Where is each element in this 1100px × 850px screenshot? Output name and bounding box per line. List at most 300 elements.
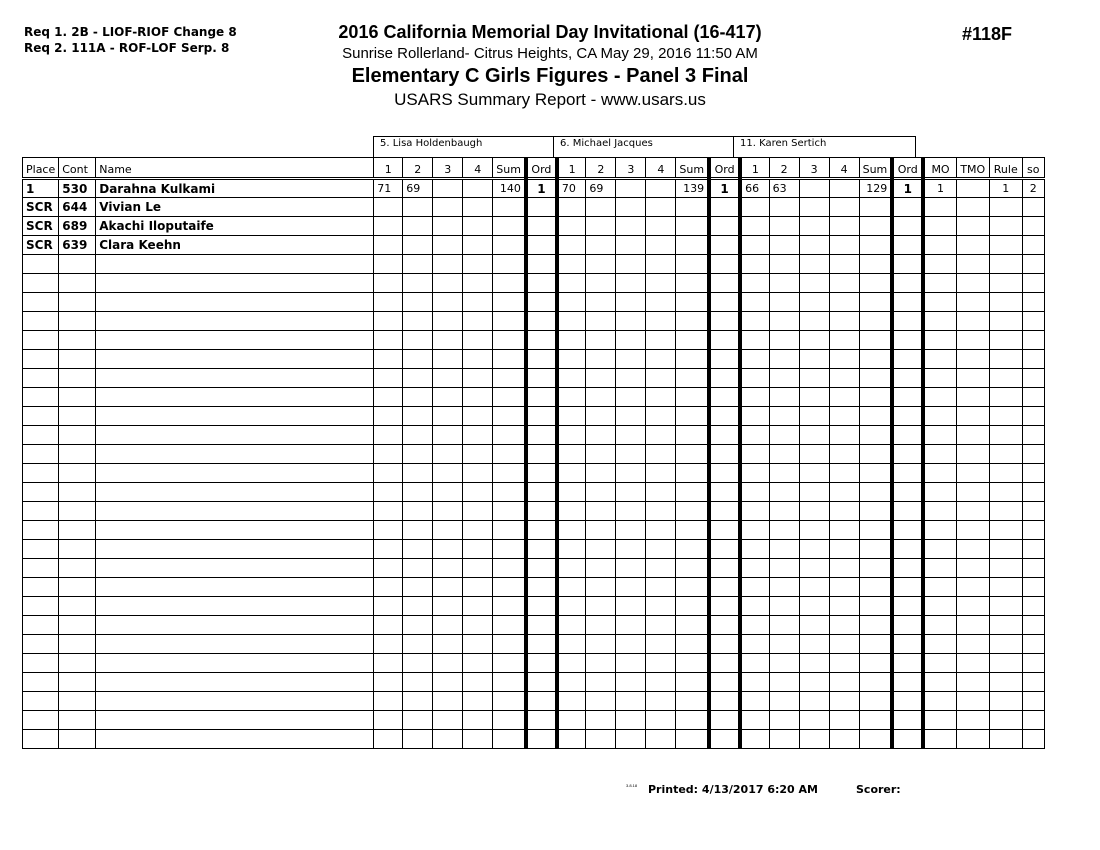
ordinal-cell [892,464,923,483]
score-cell [829,312,859,331]
score-cell [740,483,769,502]
score-cell [799,198,829,217]
mo-cell [923,559,956,578]
sum-cell [859,217,892,236]
rule-cell [989,293,1022,312]
sum-cell [493,274,526,293]
score-cell [616,198,646,217]
ordinal-cell [892,540,923,559]
col-j3-2: 2 [769,158,799,179]
col-place: Place [23,158,59,179]
sum-cell [493,331,526,350]
place-cell [23,331,59,350]
ordinal-cell [709,616,740,635]
cont-cell [59,654,96,673]
score-cell [740,597,769,616]
col-rule: Rule [989,158,1022,179]
score-cell [374,274,403,293]
sum-cell [676,312,709,331]
score-cell: 66 [740,179,769,198]
name-cell [96,445,374,464]
sum-cell [493,578,526,597]
score-cell: 69 [403,179,433,198]
col-j2-1: 1 [557,158,586,179]
table-row [23,179,1045,198]
score-cell [557,255,586,274]
score-cell [374,464,403,483]
so-cell [1022,692,1044,711]
sum-cell [493,730,526,749]
place-cell: SCR [23,236,59,255]
name-cell [96,293,374,312]
score-cell [433,274,463,293]
score-cell [740,312,769,331]
sum-cell [493,635,526,654]
score-cell [403,369,433,388]
score-cell [586,635,616,654]
mo-cell [923,331,956,350]
so-cell [1022,255,1044,274]
rule-cell [989,369,1022,388]
ordinal-cell [892,483,923,502]
score-cell [829,179,859,198]
score-cell [433,255,463,274]
tmo-cell [956,350,989,369]
score-cell [799,730,829,749]
sum-cell [493,597,526,616]
table-row [23,217,1045,236]
empty-row [23,331,1045,350]
sum-cell [493,217,526,236]
cont-cell [59,483,96,502]
score-cell [374,198,403,217]
score-cell [374,616,403,635]
sum-cell [493,483,526,502]
score-cell [586,274,616,293]
score-cell [829,426,859,445]
cont-cell [59,350,96,369]
score-cell [646,350,676,369]
name-cell [96,255,374,274]
mo-cell [923,616,956,635]
rule-cell [989,711,1022,730]
score-cell [374,255,403,274]
score-cell [463,730,493,749]
name-cell [96,711,374,730]
sum-cell [859,407,892,426]
tmo-cell [956,407,989,426]
sum-cell [676,236,709,255]
sum-cell [676,198,709,217]
name-cell [96,635,374,654]
empty-row [23,407,1045,426]
score-cell [463,521,493,540]
score-cell [463,312,493,331]
score-cell [616,711,646,730]
tmo-cell [956,578,989,597]
score-cell [557,673,586,692]
score-cell [616,350,646,369]
so-cell [1022,274,1044,293]
rule-cell [989,426,1022,445]
score-cell [374,331,403,350]
score-cell [799,350,829,369]
score-cell [646,559,676,578]
score-cell [646,388,676,407]
score-cell [433,597,463,616]
score-cell [557,483,586,502]
sum-cell [676,445,709,464]
score-cell [646,217,676,236]
mo-cell [923,464,956,483]
score-cell [403,597,433,616]
place-cell [23,312,59,331]
score-cell [646,445,676,464]
score-cell [616,293,646,312]
col-cont: Cont [59,158,96,179]
score-cell [769,692,799,711]
score-cell [433,407,463,426]
ordinal-cell [709,407,740,426]
score-cell [740,236,769,255]
place-cell [23,388,59,407]
sum-cell [859,236,892,255]
score-cell [799,255,829,274]
score-cell [557,578,586,597]
score-cell [463,331,493,350]
score-cell [586,692,616,711]
tmo-cell [956,464,989,483]
place-cell [23,464,59,483]
col-j2-2: 2 [586,158,616,179]
sum-cell [859,255,892,274]
ordinal-cell [892,559,923,578]
score-cell [646,616,676,635]
score-cell [799,293,829,312]
rule-cell [989,483,1022,502]
col-so: so [1022,158,1044,179]
so-cell [1022,426,1044,445]
tmo-cell [956,388,989,407]
score-cell [646,312,676,331]
ordinal-cell [709,635,740,654]
sum-cell [676,255,709,274]
score-cell [829,502,859,521]
score-cell [403,331,433,350]
score-cell: 69 [586,179,616,198]
mo-cell [923,502,956,521]
score-cell [799,578,829,597]
ordinal-cell [892,312,923,331]
name-cell [96,692,374,711]
score-cell [769,483,799,502]
rule-cell [989,388,1022,407]
col-mo: MO [923,158,956,179]
score-cell [463,559,493,578]
mo-cell [923,407,956,426]
ordinal-cell: 1 [709,179,740,198]
score-cell [769,673,799,692]
tmo-cell [956,654,989,673]
score-cell [740,388,769,407]
ordinal-cell [709,540,740,559]
sum-cell [859,692,892,711]
score-cell [829,578,859,597]
ordinal-cell [892,426,923,445]
score-cell [403,350,433,369]
sum-cell: 129 [859,179,892,198]
ordinal-cell [709,521,740,540]
tmo-cell [956,426,989,445]
mo-cell [923,673,956,692]
sum-cell [859,673,892,692]
empty-row [23,464,1045,483]
name-cell: Clara Keehn [96,236,374,255]
sum-cell [493,711,526,730]
score-cell [433,483,463,502]
score-cell [769,293,799,312]
ordinal-cell [892,692,923,711]
place-cell [23,597,59,616]
score-cell [799,502,829,521]
score-cell [646,274,676,293]
so-cell [1022,293,1044,312]
rule-cell [989,730,1022,749]
score-cell [463,635,493,654]
score-cell [586,654,616,673]
judge-header-2: 6. Michael Jacques [553,136,734,157]
score-cell [433,217,463,236]
score-cell [799,692,829,711]
name-cell [96,521,374,540]
col-j1-sum: Sum [493,158,526,179]
sum-cell [859,578,892,597]
score-cell [586,559,616,578]
ordinal-cell [526,730,557,749]
score-cell [557,597,586,616]
ordinal-cell [892,502,923,521]
score-cell [433,388,463,407]
sum-cell [859,426,892,445]
score-cell [374,293,403,312]
mo-cell [923,350,956,369]
name-cell: Akachi Iloputaife [96,217,374,236]
sum-cell [859,483,892,502]
score-cell [463,407,493,426]
rule-cell [989,692,1022,711]
score-cell [799,217,829,236]
mo-cell [923,654,956,673]
place-cell [23,635,59,654]
name-cell [96,540,374,559]
score-cell [403,217,433,236]
score-cell [557,711,586,730]
ordinal-cell [892,369,923,388]
score-cell [769,407,799,426]
ordinal-cell [892,521,923,540]
score-cell [374,502,403,521]
score-cell [557,217,586,236]
score-cell [829,255,859,274]
score-cell [769,654,799,673]
score-cell [740,616,769,635]
score-cell [403,635,433,654]
score-cell [769,198,799,217]
tmo-cell [956,255,989,274]
place-cell [23,407,59,426]
col-j1-ord: Ord [526,158,557,179]
score-cell [403,464,433,483]
sum-cell [493,255,526,274]
ordinal-cell [526,350,557,369]
score-cell [557,331,586,350]
name-cell [96,654,374,673]
score-cell [829,521,859,540]
rule-cell [989,521,1022,540]
score-cell [557,293,586,312]
score-cell [374,217,403,236]
tmo-cell [956,559,989,578]
name-cell [96,312,374,331]
cont-cell: 639 [59,236,96,255]
score-cell [433,312,463,331]
score-cell [769,217,799,236]
score-cell [557,540,586,559]
score-cell [799,635,829,654]
place-cell: SCR [23,198,59,217]
score-cell [463,255,493,274]
score-cell [829,274,859,293]
score-cell [616,388,646,407]
name-cell [96,426,374,445]
mo-cell [923,217,956,236]
sum-cell [493,350,526,369]
score-cell [433,540,463,559]
empty-row [23,616,1045,635]
cont-cell [59,331,96,350]
mo-cell [923,540,956,559]
place-cell [23,483,59,502]
score-cell [616,616,646,635]
score-cell [403,654,433,673]
score-cell [433,331,463,350]
name-cell: Vivian Le [96,198,374,217]
results-table [22,157,1045,749]
score-cell [586,255,616,274]
score-cell [374,483,403,502]
score-cell [463,540,493,559]
score-cell [769,274,799,293]
venue-line: Sunrise Rollerland- Citrus Heights, CA May 29, 2016 11:50 AM [342,45,758,62]
score-cell [433,711,463,730]
score-cell [433,635,463,654]
score-cell [829,616,859,635]
score-cell [616,217,646,236]
mo-cell [923,483,956,502]
score-cell [829,464,859,483]
place-cell [23,730,59,749]
score-cell [616,578,646,597]
sum-cell [676,540,709,559]
score-cell [403,711,433,730]
place-cell [23,255,59,274]
score-cell [829,236,859,255]
score-cell [799,426,829,445]
score-cell [769,331,799,350]
score-cell [616,654,646,673]
score-cell [799,597,829,616]
ordinal-cell [892,578,923,597]
score-cell [403,521,433,540]
ordinal-cell [892,350,923,369]
score-cell [433,559,463,578]
empty-row [23,274,1045,293]
score-cell [646,540,676,559]
sum-cell [493,445,526,464]
name-cell [96,559,374,578]
sum-cell [493,407,526,426]
sum-cell [676,388,709,407]
score-cell [403,293,433,312]
ordinal-cell [526,369,557,388]
score-cell [403,407,433,426]
score-cell [799,274,829,293]
score-cell [433,236,463,255]
score-cell [403,388,433,407]
score-cell [740,293,769,312]
score-cell [829,730,859,749]
score-cell [463,673,493,692]
rule-cell [989,578,1022,597]
tmo-cell [956,673,989,692]
score-cell [646,692,676,711]
ordinal-cell [892,217,923,236]
score-cell [769,711,799,730]
score-cell [433,198,463,217]
score-cell [646,426,676,445]
score-cell [586,597,616,616]
score-cell [740,730,769,749]
place-cell [23,711,59,730]
ordinal-cell [709,673,740,692]
rule-cell [989,654,1022,673]
ordinal-cell [709,730,740,749]
sum-cell [859,312,892,331]
so-cell [1022,502,1044,521]
ordinal-cell [526,521,557,540]
score-cell [433,616,463,635]
score-cell [403,616,433,635]
sum-cell [493,540,526,559]
cont-cell [59,407,96,426]
ordinal-cell [892,616,923,635]
score-cell [374,426,403,445]
sum-cell [676,483,709,502]
score-cell [586,502,616,521]
place-cell: 1 [23,179,59,198]
ordinal-cell [892,274,923,293]
name-cell [96,483,374,502]
ordinal-cell [709,331,740,350]
score-cell [829,350,859,369]
score-cell [646,502,676,521]
score-cell [433,578,463,597]
cont-cell [59,293,96,312]
score-cell [403,502,433,521]
score-cell [463,464,493,483]
so-cell [1022,217,1044,236]
score-cell [799,179,829,198]
